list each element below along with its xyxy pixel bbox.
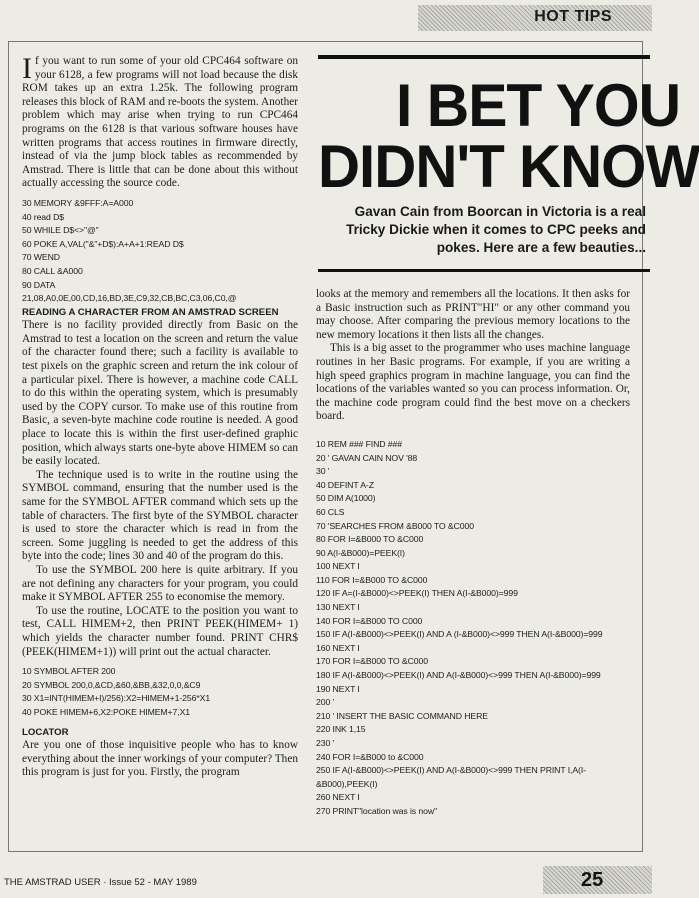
subheading-reading-character: READING A CHARACTER FROM AN AMSTRAD SCREEN (22, 306, 279, 318)
code-line: 10 SYMBOL AFTER 200 (22, 666, 116, 677)
paragraph: The technique used is to write in the routine using the SYMBOL command, ensuring that the number used is the same for the SYMBOL AFTER command which sets up the table of characters. The first byte of the SYMBOL character is used to store the character which is read in from the screen. Some juggling is needed to get the address of this byte into the code; lines 30 and 40 of the program do this. (22, 468, 298, 563)
page-number-box (543, 866, 652, 894)
code-line: 220 INK 1,15 (316, 724, 366, 735)
paragraph: This is a big asset to the programmer who uses machine language routines in her Basic programs. For example, if you are writing a high speed graphics program in machine language, you can find the locations of the variables wanted so you can process information. Or, the machine code program could find the best move on a checkers board. (316, 342, 630, 423)
code-line: 80 FOR I=&B000 TO &C000 (316, 534, 424, 545)
code-line: 40 DEFINT A-Z (316, 479, 374, 490)
code-line: 70 'SEARCHES FROM &B000 TO &C000 (316, 520, 474, 531)
code-line: 90 A(I-&B000)=PEEK(I) (316, 547, 405, 558)
headline-rule-bottom (318, 269, 650, 272)
section-title: HOT TIPS (534, 8, 612, 25)
code-line: 140 FOR I=&B000 TO C000 (316, 615, 423, 626)
code-listing (22, 197, 298, 306)
code-line: 210 ' INSERT THE BASIC COMMAND HERE (316, 710, 488, 721)
drop-cap: I (22, 52, 32, 85)
left-column (22, 52, 298, 780)
code-line: 100 NEXT I (316, 561, 360, 572)
code-line: 190 NEXT I (316, 683, 360, 694)
code-line: 80 CALL &A000 (22, 265, 83, 276)
code-line: 20 ' GAVAN CAIN NOV '88 (316, 452, 418, 463)
right-column (316, 288, 630, 819)
code-line: 21,08,A0,0E,00,CD,16,BD,3E,C9,32,CB,BC,C3,06,C0,@ (22, 293, 237, 304)
paragraph: Are you one of those inquisitive people who has to know everything about the inner workings of your computer? Then this program is just for you. Firstly, the program (22, 739, 298, 779)
headline-line-2: DIDN'T KNOW (318, 133, 699, 200)
code-line: 30 MEMORY &9FFF:A=A000 (22, 197, 134, 208)
code-listing (22, 665, 298, 719)
section-tab (418, 5, 652, 31)
page-number: 25 (581, 869, 604, 891)
code-line: 40 read D$ (22, 211, 64, 222)
code-listing-find (316, 438, 630, 819)
paragraph: To use the SYMBOL 200 here is quite arbitrary. If you are not defining any characters for your program, you could make it SYMBOL AFTER 255 to economise the memory. (22, 563, 298, 604)
code-line: 260 NEXT I (316, 792, 360, 803)
code-line: 130 NEXT I (316, 602, 360, 613)
opening-paragraph: If you want to run some of your old CPC464 software on your 6128, a few programs will not load because the disk ROM takes up an extra 1.25k. The following program releases this block of RAM and re-boots the system. Another problem which may arise when trying to run CPC464 programs on the 6128 is that various software houses have written programs that access routines in firmware directly, instead of via the jump block tables as recommended by Amstrad. There is little that can be done about this without actually accessing the source code. (22, 52, 298, 190)
headline-line-1: I BET YOU (396, 72, 681, 139)
code-line: 250 IF A(I-&B000)<>PEEK(I) AND A(I-&B000)<>999 THEN PRINT I,A(I-&B000),PEEK(I) (316, 765, 586, 789)
code-line: 120 IF A=(I-&B000)<>PEEK(I) THEN A(I-&B000)=999 (316, 588, 518, 599)
paragraph: looks at the memory and remembers all the locations. It then asks for a Basic instruction such as PRINT"HI" or any other command you may choose. After comparing the previous memory locations to the new memory locations it then lists all the changes. (316, 288, 630, 341)
code-line: 10 REM ### FIND ### (316, 438, 402, 449)
code-line: 180 IF A(I-&B000)<>PEEK(I) AND A(I-&B000)<>999 THEN A(I-&B000)=999 (316, 670, 601, 681)
code-line: 70 WEND (22, 252, 60, 263)
code-line: 150 IF A(I-&B000)<>PEEK(I) AND A (I-&B000)<>999 THEN A(I-&B000)=999 (316, 629, 603, 640)
headline-rule-top (318, 55, 650, 59)
code-line: 270 PRINT"location was is now" (316, 805, 437, 816)
code-line: 50 WHILE D$<>"@" (22, 225, 99, 236)
code-line: 200 ' (316, 697, 335, 708)
subheading-locator: LOCATOR (22, 726, 69, 738)
code-line: 60 CLS (316, 506, 345, 517)
code-line: 170 FOR I=&B000 TO &C000 (316, 656, 428, 667)
code-line: 110 FOR I=&B000 TO &C000 (316, 574, 428, 585)
code-line: 30 X1=INT(HIMEM+I)/256):X2=HIMEM+1-256*X1 (22, 693, 211, 704)
standfirst: Gavan Cain from Boorcan in Victoria is a real Tricky Dickie when it comes to CPC peeks and pokes. Here are a few beauties... (346, 204, 646, 255)
paragraph: There is no facility provided directly from Basic on the Amstrad to test a location on the screen and return the value of the character found there; such a facility is available to test pixels on the graphic screen and return the ink colour of a particular pixel. There is however, a machine code CALL to do this within the operating system, which is presumably used by the COPY cursor. To make use of this routine from Basic, a seven-byte machine code routine is needed. A good place to locate this is within the first user-defined graphic position, which always starts one-byte above HIMEM so can be easily located. (22, 319, 298, 468)
code-line: 160 NEXT I (316, 642, 360, 653)
paragraph: To use the routine, LOCATE to the position you want to test, CALL HIMEM+2, then PRINT PEEK(HIMEM+ 1) which yields the character number found. PRINT CHR$ (PEEK(HIMEM+1)) will print out the actual character. (22, 604, 298, 658)
footer-credit: THE AMSTRAD USER · Issue 52 - MAY 1989 (4, 877, 197, 888)
code-line: 240 FOR I=&B000 to &C000 (316, 751, 424, 762)
code-line: 30 ' (316, 466, 330, 477)
code-line: 60 POKE A,VAL("&"+D$):A+A+1:READ D$ (22, 238, 184, 249)
code-line: 40 POKE HIMEM+6,X2:POKE HIMEM+7,X1 (22, 706, 191, 717)
code-line: 230 ' (316, 738, 335, 748)
code-line: 90 DATA (22, 279, 56, 290)
code-line: 20 SYMBOL 200,0,&CD,&60,&BB,&32,0,0,&C9 (22, 679, 201, 690)
code-line: 50 DIM A(1000) (316, 493, 376, 504)
